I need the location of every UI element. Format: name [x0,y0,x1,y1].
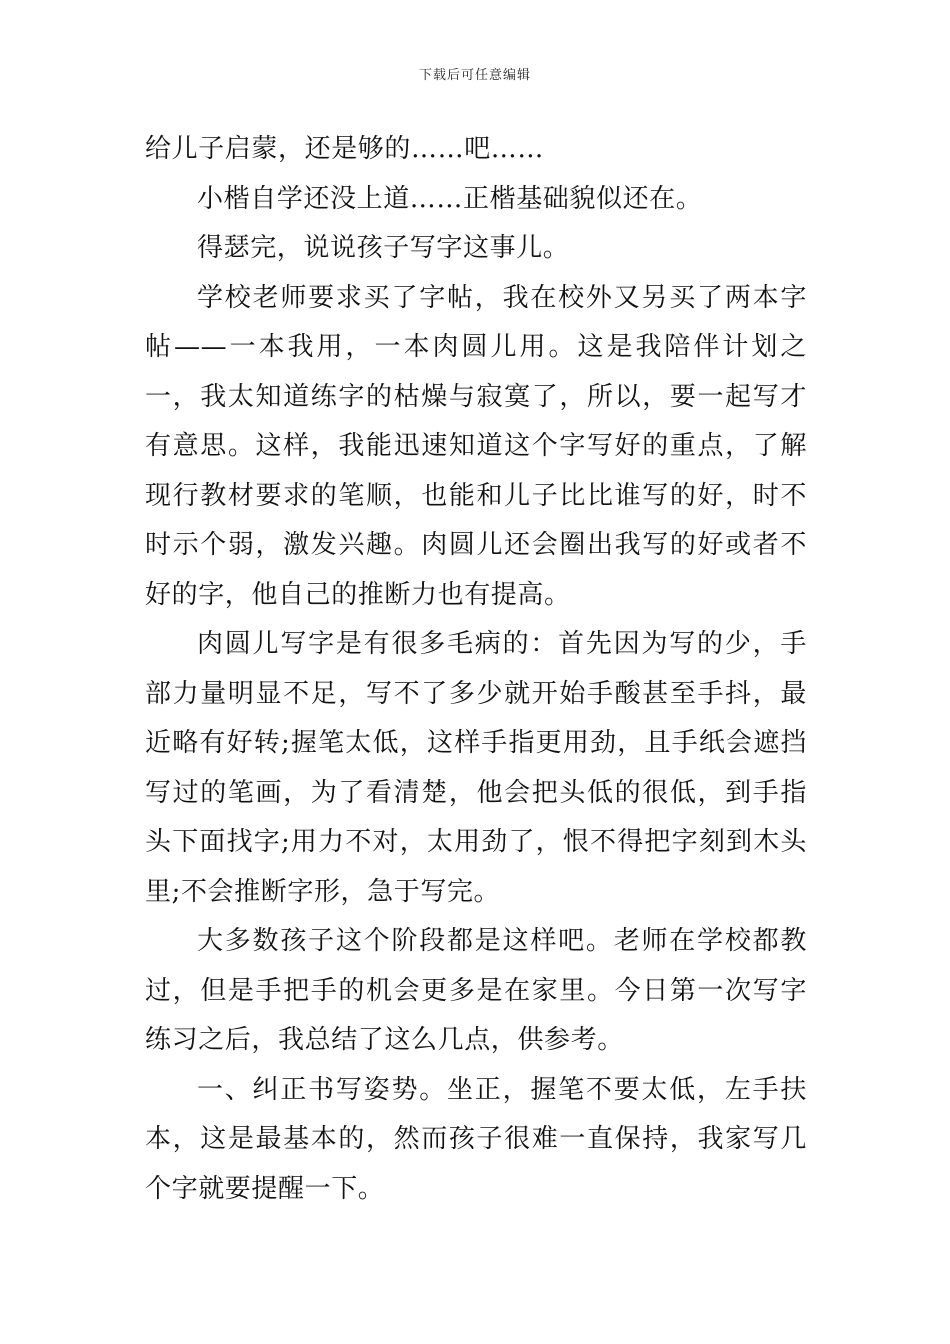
paragraph-6: 大多数孩子这个阶段都是这样吧。老师在学校都教过，但是手把手的机会更多是在家里。今日第一次写字练习之后，我总结了这么几点，供参考。 [145,926,807,1055]
paragraph-2: 小楷自学还没上道……正楷基础貌似还在。 [197,183,703,214]
paragraph-3: 得瑟完，说说孩子写字这事儿。 [197,233,570,263]
document-body [145,125,807,1214]
paragraph-5: 肉圆儿写字是有很多毛病的：首先因为写的少，手部力量明显不足，写不了多少就开始手酸甚至手抖，最近略有好转;握笔太低，这样手指更用劲，且手纸会遮挡写过的笔画，为了看清楚，他会把头低的很低，到手指头下面找字;用力不对，太用劲了，恨不得把字刻到木头里;不会推断字形，急于写完。 [145,629,807,907]
paragraph-4: 学校老师要求买了字帖，我在校外又另买了两本字帖——一本我用，一本肉圆儿用。这是我陪伴计划之一，我太知道练字的枯燥与寂寞了，所以，要一起写才有意思。这样，我能迅速知道这个字写好的重点，了解现行教材要求的笔顺，也能和儿子比比谁写的好，时不时示个弱，激发兴趣。肉圆儿还会圈出我写的好或者不好的字，他自己的推断力也有提高。 [145,282,807,610]
paragraph-7: 一、纠正书写姿势。坐正，握笔不要太低，左手扶本，这是最基本的，然而孩子很难一直保持，我家写几个字就要提醒一下。 [145,1074,807,1204]
paragraph-1: 给儿子启蒙，还是够的……吧…… [145,134,545,164]
page-header: 下载后可任意编辑 [418,68,531,83]
